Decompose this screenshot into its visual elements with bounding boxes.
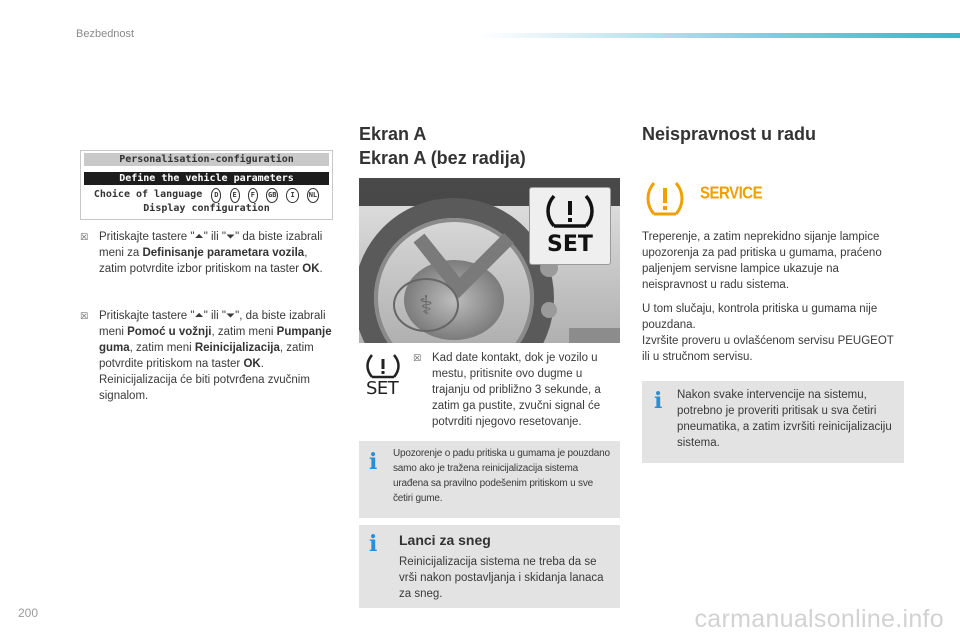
language-label: Choice of language — [93, 189, 203, 200]
snow-chains-title: Lanci za sneg — [399, 532, 491, 548]
dashboard-photo — [359, 178, 620, 343]
section-title: Bezbednost — [76, 28, 135, 40]
heading-ekran-a: Ekran A — [359, 124, 427, 144]
tyre-pressure-icon — [544, 193, 596, 229]
flag-f: F — [248, 188, 258, 203]
info-box-tyre-warning — [359, 441, 620, 518]
tyre-pressure-small-icon — [365, 352, 401, 380]
info-icon: i — [369, 449, 378, 475]
malfunction-paragraph-2a: U tom slučaju, kontrola pritiska u gumama nije pouzdana. — [642, 303, 878, 331]
flag-e: E — [230, 188, 240, 203]
bullet-marker-icon: ☒ — [80, 232, 89, 242]
set-button-label: SET — [547, 232, 593, 257]
bullet-marker-icon: ☒ — [80, 311, 89, 321]
left-bullet-2: ☒ Pritiskajte tastere "⏶" ili "⏷", da biste izabrali meni Pomoć u vožnji, zatim meni Pumpanje guma, zatim meni Reinicijalizacija, zatim potvrdite pritiskom na taster OK. Reinicijalizacija će biti potvrđena zvučnim signalom. — [80, 310, 332, 402]
malfunction-paragraph-1: Treperenje, a zatim neprekidno sijanje lampice upozorenja za pad pritiska u gumama, praćeno paljenjem servisne lampice ukazuje na neispravnost u radu sistema. — [642, 231, 882, 291]
config-screen-language-line — [81, 188, 332, 203]
set-icon-label: SET — [366, 378, 399, 399]
flag-i: I — [286, 188, 298, 203]
heading-neispravnost: Neispravnost u radu — [642, 124, 817, 144]
tyre-warning-amber-icon — [645, 180, 685, 218]
page-number: 200 — [18, 606, 39, 620]
config-screen — [80, 150, 333, 220]
set-button-closeup — [529, 187, 611, 265]
malfunction-paragraph-2b: Izvršite proveru u ovlašćenom servisu PEUGEOT ili u stručnom servisu. — [642, 335, 894, 363]
info-box-text: Upozorenje o padu pritiska u gumama je pouzdano samo ako je tražena reinicijalizacija sistema urađena sa pravilno podešenim pritiskom u sve četiri gume. — [393, 448, 610, 504]
info-icon: i — [654, 388, 663, 414]
arrow-down-icon: ⏷ — [225, 310, 236, 322]
flag-nl: NL — [307, 188, 319, 203]
config-screen-display-line: Display configuration — [143, 203, 270, 214]
info-box-after-intervention — [642, 381, 904, 463]
heading-ekran-a-bez-radija: Ekran A (bez radija) — [359, 148, 526, 168]
watermark: carmanualsonline.info — [694, 605, 944, 633]
info-icon: i — [369, 531, 378, 557]
service-warning-label: SERVICE — [700, 183, 763, 204]
peugeot-lion-logo: ⚕ — [393, 278, 459, 332]
arrow-down-icon: ⏷ — [225, 231, 236, 243]
middle-bullet: ☒ Kad date kontakt, dok je vozilo u mestu, pritisnite ovo dugme u trajanju od približno 3 sekunde, a zatim ga pustite, zvučni signal će potvrditi njegovo resetovanje. — [413, 352, 601, 428]
info-box-snow-chains — [359, 525, 620, 608]
arrow-up-icon: ⏶ — [194, 310, 204, 322]
after-intervention-text: Nakon svake intervencije na sistemu, potrebno je proveriti pritisak u sva četiri pneumatika, a zatim izvršiti reinicijalizaciju sistema. — [677, 389, 892, 449]
bullet-marker-icon: ☒ — [413, 353, 422, 363]
config-screen-title: Personalisation-configuration — [84, 153, 329, 166]
flag-d: D — [211, 188, 221, 203]
left-bullet-1: ☒ Pritiskajte tastere "⏶" ili "⏷" da biste izabrali meni za Definisanje parametara vozila, zatim potvrdite izbor pritiskom na taster OK. — [80, 231, 323, 275]
snow-chains-text: Reinicijalizacija sistema ne treba da se vrši nakon postavljanja i skidanja lanaca za sneg. — [399, 556, 604, 600]
arrow-up-icon: ⏶ — [194, 231, 204, 243]
flag-gb: GB — [266, 188, 278, 203]
header-color-bar — [480, 33, 960, 38]
config-screen-selected-item: Define the vehicle parameters — [84, 172, 329, 185]
